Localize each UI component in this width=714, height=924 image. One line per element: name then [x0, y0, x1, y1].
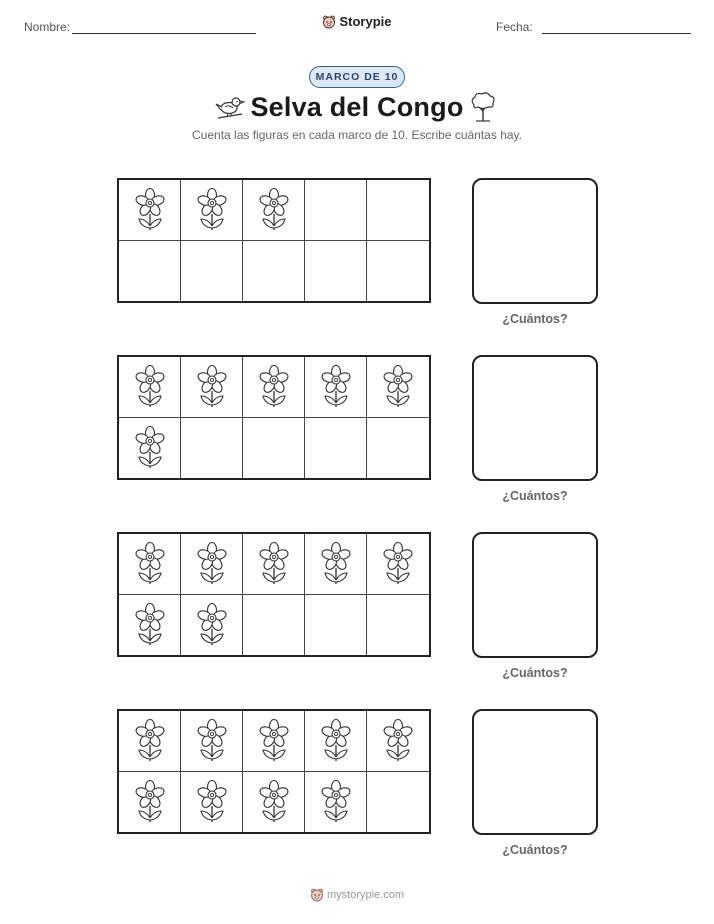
ten-frame-cell: [243, 534, 305, 595]
storypie-logo-icon: [322, 15, 336, 29]
footer-url[interactable]: mystorypie.com: [326, 889, 405, 901]
answer-box-3[interactable]: [472, 532, 598, 658]
ten-frame-cell: [243, 357, 305, 418]
flower-icon: [133, 780, 167, 824]
ten-frame-cell: [181, 595, 243, 656]
ten-frame-cell: [305, 772, 367, 833]
flower-icon: [133, 365, 167, 409]
ten-frame-cell: [119, 180, 181, 241]
page-title: Selva del Congo: [250, 92, 464, 122]
ten-frame-cell: [181, 418, 243, 479]
ten-frame-cell: [243, 241, 305, 302]
answer-box-4[interactable]: [472, 709, 598, 835]
flower-icon: [257, 780, 291, 824]
flower-icon: [133, 426, 167, 470]
ten-frame-cell: [305, 357, 367, 418]
ten-frame-cell: [305, 534, 367, 595]
flower-icon: [133, 603, 167, 647]
footer: [0, 888, 714, 902]
ten-frame-cell: [243, 180, 305, 241]
ten-frame-cell: [243, 418, 305, 479]
how-many-label: ¿Cuántos?: [502, 489, 568, 503]
flower-icon: [381, 542, 415, 586]
ten-frame-cell: [367, 241, 429, 302]
name-label: Nombre:: [24, 20, 71, 34]
ten-frame-cell: [119, 418, 181, 479]
name-line[interactable]: [72, 33, 256, 34]
ten-frame-cell: [367, 595, 429, 656]
flower-icon: [133, 719, 167, 763]
brand: [0, 13, 714, 29]
date-line[interactable]: [542, 33, 691, 34]
ten-frame-4: [117, 709, 431, 834]
flower-icon: [319, 542, 353, 586]
ten-frame-cell: [367, 180, 429, 241]
flower-icon: [195, 365, 229, 409]
ten-frame-cell: [243, 772, 305, 833]
ten-frame-cell: [367, 418, 429, 479]
how-many-label: ¿Cuántos?: [502, 843, 568, 857]
flower-icon: [133, 542, 167, 586]
storypie-logo-icon: [310, 888, 324, 902]
flower-icon: [319, 365, 353, 409]
ten-frame-cell: [305, 180, 367, 241]
flower-icon: [257, 365, 291, 409]
ten-frame-cell: [305, 711, 367, 772]
ten-frame-cell: [243, 711, 305, 772]
ten-frame-cell: [305, 241, 367, 302]
flower-icon: [195, 719, 229, 763]
ten-frame-cell: [119, 357, 181, 418]
ten-frame-1: [117, 178, 431, 303]
flower-icon: [319, 780, 353, 824]
ten-frame-cell: [367, 772, 429, 833]
ten-frame-cell: [243, 595, 305, 656]
flower-icon: [319, 719, 353, 763]
ten-frame-cell: [305, 595, 367, 656]
flower-icon: [195, 603, 229, 647]
ten-frame-cell: [305, 418, 367, 479]
ten-frame-cell: [119, 595, 181, 656]
flower-icon: [257, 188, 291, 232]
ten-frame-3: [117, 532, 431, 657]
ten-frame-cell: [119, 241, 181, 302]
ten-frame-cell: [181, 711, 243, 772]
ten-frame-2: [117, 355, 431, 480]
ten-frame-cell: [119, 534, 181, 595]
answer-box-1[interactable]: [472, 178, 598, 304]
ten-frame-cell: [181, 534, 243, 595]
ten-frame-cell: [367, 711, 429, 772]
ten-frame-cell: [181, 241, 243, 302]
tree-icon: [466, 91, 500, 123]
brand-name: Storypie: [339, 14, 392, 30]
flower-icon: [195, 780, 229, 824]
flower-icon: [195, 542, 229, 586]
flower-icon: [133, 188, 167, 232]
ten-frame-cell: [367, 534, 429, 595]
ten-frame-cell: [181, 772, 243, 833]
flower-icon: [381, 365, 415, 409]
how-many-label: ¿Cuántos?: [502, 312, 568, 326]
flower-icon: [257, 542, 291, 586]
how-many-label: ¿Cuántos?: [502, 666, 568, 680]
answer-box-2[interactable]: [472, 355, 598, 481]
ten-frame-cell: [181, 357, 243, 418]
flower-icon: [381, 719, 415, 763]
flower-icon: [257, 719, 291, 763]
ten-frame-cell: [119, 772, 181, 833]
ten-frame-cell: [119, 711, 181, 772]
flower-icon: [195, 188, 229, 232]
date-label: Fecha:: [496, 20, 533, 34]
instructions: Cuenta las figuras en cada marco de 10. Escribe cuántas hay.: [192, 128, 522, 142]
ten-frame-cell: [367, 357, 429, 418]
worksheet-type-badge: MARCO DE 10: [309, 66, 405, 88]
ten-frame-cell: [181, 180, 243, 241]
